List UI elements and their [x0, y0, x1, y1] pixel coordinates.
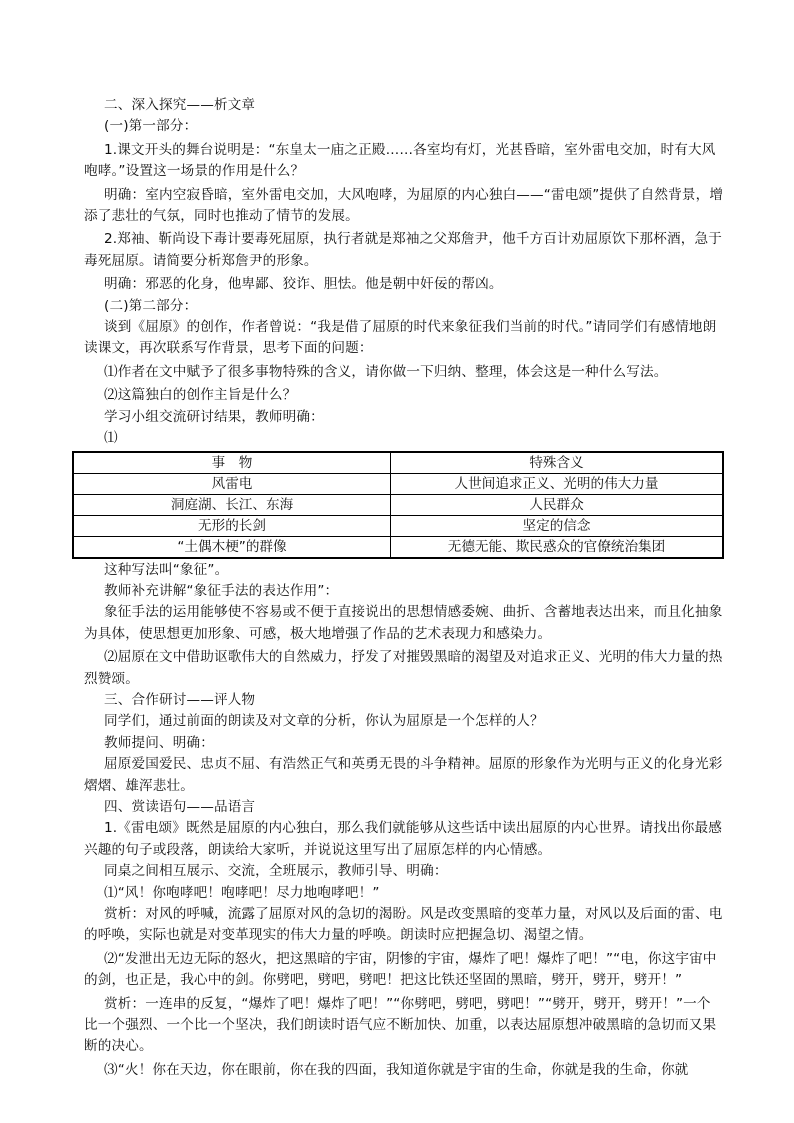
text-paragraph: 象征手法的运用能够使不容易或不便于直接说出的思想情感委婉、曲折、含蓄地表达出来，而且化抽象为具体，使思想更加形象、可感，极大地增强了作品的艺术表现力和感染力。	[84, 604, 723, 642]
symbol-meaning-table	[72, 451, 724, 559]
table-row	[73, 473, 723, 494]
table-cell: 人民群众	[391, 494, 724, 515]
text-paragraph: 教师提问、明确：	[104, 734, 214, 751]
table-header-cell: 特殊含义	[391, 452, 724, 474]
table-cell: “土偶木梗”的群像	[73, 536, 391, 558]
answer-paragraph: 明确：室内空寂昏暗，室外雷电交加，大风咆哮，为屈原的内心独白——“雷电颂”提供了自然背景，增添了悲壮的气氛，同时也推动了情节的发展。	[84, 186, 724, 225]
table-cell: 风雷电	[73, 473, 391, 494]
text-paragraph: 同桌之间相互展示、交流，全班展示，教师引导、明确：	[104, 863, 448, 880]
question-paragraph: 同学们，通过前面的朗读及对文章的分析，你认为屈原是一个怎样的人？	[104, 713, 544, 730]
table-header-cell: 事 物	[73, 452, 391, 474]
table-row	[73, 536, 723, 558]
subsection-heading: (二)第二部分：	[104, 297, 198, 314]
list-marker: ⑴	[104, 430, 118, 447]
table-cell: 人世间追求正义、光明的伟大力量	[391, 473, 724, 494]
quote-item: ⑴“风！你咆哮吧！咆哮吧！尽力地咆哮吧！”	[104, 884, 380, 901]
table-row	[73, 515, 723, 536]
section-heading: 四、赏读语句——品语言	[104, 798, 256, 815]
table-row	[73, 494, 723, 515]
document-body	[84, 95, 724, 1081]
question-item: ⑴作者在文中赋予了很多事物特殊的含义，请你做一下归纳、整理，体会这是一种什么写法。	[104, 363, 668, 380]
question-paragraph: 1.《雷电颂》既然是屈原的内心独白，那么我们就能够从这些话中读出屈原的内心世界。请找出你最感兴趣的句子或段落，朗读给大家听，并说说这里写出了屈原怎样的内心情感。	[84, 820, 722, 858]
section-heading: 三、合作研讨——评人物	[104, 691, 256, 708]
question-item: ⑵这篇独白的创作主旨是什么？	[104, 387, 297, 404]
text-paragraph: 这种写法叫“象征”。	[104, 561, 229, 578]
answer-paragraph: 明确：邪恶的化身，他卑鄙、狡诈、胆怯。他是朝中奸佞的帮凶。	[104, 276, 503, 293]
quote-item: ⑵“发泄出无边无际的怒火，把这黑暗的宇宙，阴惨的宇宙，爆炸了吧！爆炸了吧！”“电，你这宇宙中的剑，也正是，我心中的剑。你劈吧，劈吧，劈吧！把这比铁还坚固的黑暗，劈开，劈开，劈开！”	[84, 950, 717, 989]
analysis-paragraph: 赏析：对风的呼喊，流露了屈原对风的急切的渴盼。风是改变黑暗的变革力量，对风以及后面的雷、电的呼唤，实际也就是对变革现实的伟大力量的呼唤。朗读时应把握急切、渴望之情。	[84, 906, 723, 944]
table-cell: 无德无能、欺民惑众的官僚统治集团	[391, 536, 724, 558]
subsection-heading: (一)第一部分：	[104, 118, 198, 135]
answer-paragraph: 屈原爱国爱民、忠贞不屈、有浩然正气和英勇无畏的斗争精神。屈原的形象作为光明与正义的化身光彩熠熠、雄浑悲壮。	[84, 756, 723, 794]
text-paragraph: 谈到《屈原》的创作，作者曾说：“我是借了屈原的时代来象征我们当前的时代。”请同学们有感情地朗读课文，再次联系写作背景，思考下面的问题：	[84, 319, 717, 357]
answer-item: ⑵屈原在文中借助讴歌伟大的自然威力，抒发了对摧毁黑暗的渴望及对追求正义、光明的伟大力量的热烈赞颂。	[84, 649, 723, 687]
quote-item: ⑶“火！你在天边，你在眼前，你在我的四面，我知道你就是宇宙的生命，你就是我的生命，你就	[104, 1061, 689, 1078]
analysis-paragraph: 赏析：一连串的反复，“爆炸了吧！爆炸了吧！”“你劈吧，劈吧，劈吧！”“劈开，劈开，劈开！”一个比一个强烈、一个比一个坚决，我们朗读时语气应不断加快、加重，以表达屈原想冲破黑暗的急切而又果断的决心。	[84, 995, 717, 1055]
table-cell: 无形的长剑	[73, 515, 391, 536]
text-paragraph: 学习小组交流研讨结果，教师明确：	[104, 408, 324, 425]
table-header-row	[73, 452, 723, 474]
section-heading: 二、深入探究——析文章	[104, 97, 256, 113]
question-paragraph: 1.课文开头的舞台说明是：“东皇太一庙之正殿……各室均有灯，光甚昏暗，室外雷电交加，时有大风咆哮。”设置这一场景的作用是什么？	[84, 141, 716, 180]
text-paragraph: 教师补充讲解“象征手法的表达作用”：	[104, 582, 339, 599]
question-paragraph: 2.郑袖、靳尚设下毒计要毒死屈原，执行者就是郑袖之父郑詹尹，他千方百计劝屈原饮下那杯酒，急于毒死屈原。请简要分析郑詹尹的形象。	[84, 231, 722, 269]
table-cell: 洞庭湖、长江、东海	[73, 494, 391, 515]
table-cell: 坚定的信念	[391, 515, 724, 536]
